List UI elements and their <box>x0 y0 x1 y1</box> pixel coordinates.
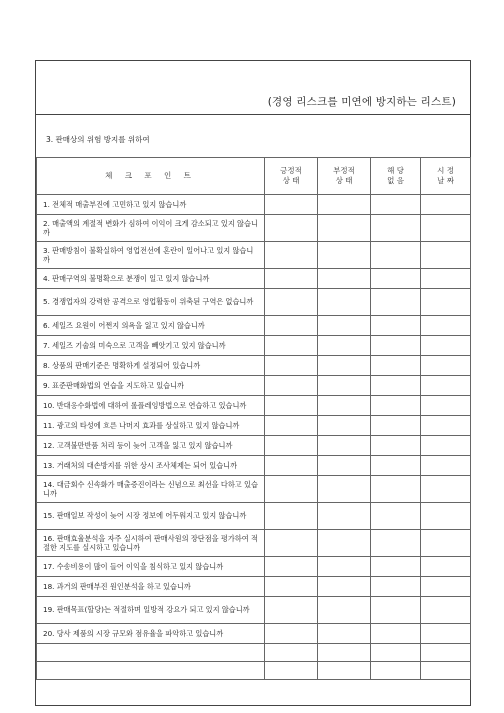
negative-cell[interactable] <box>318 597 371 624</box>
positive-cell[interactable] <box>265 242 318 269</box>
header-positive-line2: 상 태 <box>282 176 300 185</box>
table-header-row <box>37 158 471 195</box>
table-row <box>37 530 471 557</box>
blank-row <box>37 644 471 662</box>
table-row <box>37 577 471 597</box>
positive-cell[interactable] <box>265 597 318 624</box>
blank-cell[interactable] <box>37 644 265 662</box>
checkpoint-item: 4. 판매구역의 불명확으로 분쟁이 일고 있지 않습니까 <box>37 269 265 289</box>
checkpoint-item: 8. 상품의 판매기준은 명확하게 설정되어 있습니까 <box>37 356 265 376</box>
positive-cell[interactable] <box>265 289 318 316</box>
document-subtitle: (경영 리스크를 미연에 방지하는 리스트) <box>267 96 456 108</box>
negative-cell[interactable] <box>318 557 371 577</box>
not-applicable-cell[interactable] <box>371 195 421 215</box>
correction-date-cell[interactable] <box>421 336 471 356</box>
positive-cell[interactable] <box>265 356 318 376</box>
positive-cell[interactable] <box>265 436 318 456</box>
not-applicable-cell[interactable] <box>371 436 421 456</box>
positive-cell[interactable] <box>265 336 318 356</box>
checkpoint-item: 18. 과거의 판매부진 원인분석을 하고 있습니까 <box>37 577 265 597</box>
document-frame <box>35 60 471 706</box>
correction-date-cell[interactable] <box>421 396 471 416</box>
negative-cell[interactable] <box>318 416 371 436</box>
not-applicable-cell[interactable] <box>371 289 421 316</box>
not-applicable-cell[interactable] <box>371 456 421 476</box>
correction-date-cell[interactable] <box>421 289 471 316</box>
table-row <box>37 436 471 456</box>
positive-cell[interactable] <box>265 530 318 557</box>
negative-cell[interactable] <box>318 530 371 557</box>
table-row <box>37 476 471 503</box>
checkpoint-item: 5. 경쟁업자의 강력한 공격으로 영업활동이 위축된 구역은 없습니까 <box>37 289 265 316</box>
checkpoint-item: 15. 판매일보 작성이 늦어 시장 정보에 어두워지고 있지 않습니까 <box>37 503 265 530</box>
table-row <box>37 456 471 476</box>
header-na-line1: 해 당 <box>387 166 404 175</box>
correction-date-cell[interactable] <box>421 597 471 624</box>
blank-cell[interactable] <box>37 662 265 680</box>
checkpoint-item: 7. 세일즈 기술의 미숙으로 고객을 빼앗기고 있지 않습니까 <box>37 336 265 356</box>
correction-date-cell[interactable] <box>421 316 471 336</box>
header-na-line2: 없 음 <box>387 176 404 185</box>
header-positive-line1: 긍정적 <box>280 166 302 175</box>
positive-cell[interactable] <box>265 316 318 336</box>
blank-cell[interactable] <box>421 662 471 680</box>
table-row <box>37 242 471 269</box>
negative-cell[interactable] <box>318 356 371 376</box>
negative-cell[interactable] <box>318 269 371 289</box>
checkpoint-item: 11. 광고의 타성에 흐른 나머지 효과를 상실하고 있지 않습니까 <box>37 416 265 436</box>
negative-cell[interactable] <box>318 376 371 396</box>
not-applicable-cell[interactable] <box>371 476 421 503</box>
checkpoint-item: 10. 반대응수화법에 대하여 롤플레잉방법으로 연습하고 있습니까 <box>37 396 265 416</box>
table-row <box>37 376 471 396</box>
header-checkpoint: 체 크 포 인 트 <box>37 158 265 195</box>
not-applicable-cell[interactable] <box>371 242 421 269</box>
header-positive <box>265 158 318 195</box>
positive-cell[interactable] <box>265 577 318 597</box>
correction-date-cell[interactable] <box>421 215 471 242</box>
not-applicable-cell[interactable] <box>371 215 421 242</box>
table-row <box>37 416 471 436</box>
positive-cell[interactable] <box>265 624 318 644</box>
not-applicable-cell[interactable] <box>371 577 421 597</box>
blank-cell[interactable] <box>265 644 318 662</box>
positive-cell[interactable] <box>265 396 318 416</box>
checkpoint-item: 12. 고객불만반품 처리 등이 늦어 고객을 잃고 있지 않습니까 <box>37 436 265 456</box>
checkpoint-item: 1. 전체적 매출부진에 고민하고 있지 않습니까 <box>37 195 265 215</box>
positive-cell[interactable] <box>265 376 318 396</box>
table-row <box>37 195 471 215</box>
checklist-table <box>36 157 471 680</box>
not-applicable-cell[interactable] <box>371 597 421 624</box>
positive-cell[interactable] <box>265 476 318 503</box>
negative-cell[interactable] <box>318 503 371 530</box>
negative-cell[interactable] <box>318 476 371 503</box>
correction-date-cell[interactable] <box>421 624 471 644</box>
not-applicable-cell[interactable] <box>371 376 421 396</box>
table-row <box>37 356 471 376</box>
checkpoint-item: 2. 매출액의 계절적 변화가 심하여 이익이 크게 감소되고 있지 않습니까 <box>37 215 265 242</box>
positive-cell[interactable] <box>265 503 318 530</box>
checkpoint-item: 20. 당사 제품의 시장 규모와 점유율을 파악하고 있습니까 <box>37 624 265 644</box>
correction-date-cell[interactable] <box>421 356 471 376</box>
not-applicable-cell[interactable] <box>371 356 421 376</box>
blank-cell[interactable] <box>421 644 471 662</box>
negative-cell[interactable] <box>318 577 371 597</box>
table-row <box>37 396 471 416</box>
correction-date-cell[interactable] <box>421 557 471 577</box>
checkpoint-item: 13. 거래처의 대손방지를 위한 상시 조사체제는 되어 있습니까 <box>37 456 265 476</box>
not-applicable-cell[interactable] <box>371 396 421 416</box>
negative-cell[interactable] <box>318 456 371 476</box>
header-negative-line1: 부정적 <box>333 166 355 175</box>
negative-cell[interactable] <box>318 336 371 356</box>
checkpoint-item: 19. 판매목표(할당)는 적절하며 일방적 강요가 되고 있지 않습니까 <box>37 597 265 624</box>
table-row <box>37 624 471 644</box>
table-row <box>37 597 471 624</box>
checklist-body <box>37 195 471 680</box>
checkpoint-item: 3. 판매방침이 불확실하여 영업전선에 혼란이 일어나고 있지 않습니까 <box>37 242 265 269</box>
negative-cell[interactable] <box>318 242 371 269</box>
not-applicable-cell[interactable] <box>371 530 421 557</box>
correction-date-cell[interactable] <box>421 476 471 503</box>
positive-cell[interactable] <box>265 456 318 476</box>
correction-date-cell[interactable] <box>421 456 471 476</box>
table-row <box>37 316 471 336</box>
correction-date-cell[interactable] <box>421 416 471 436</box>
table-row <box>37 336 471 356</box>
checkpoint-item: 14. 대금회수 신속화가 매출증진이라는 신념으로 최선을 다하고 있습니까 <box>37 476 265 503</box>
checkpoint-item: 16. 판매효율분석을 자주 실시하여 판매사원의 장단점을 평가하여 적절한 지도를 실시하고 있습니까 <box>37 530 265 557</box>
table-row <box>37 557 471 577</box>
positive-cell[interactable] <box>265 416 318 436</box>
blank-cell[interactable] <box>371 662 421 680</box>
header-date-line2: 날 짜 <box>437 176 454 185</box>
positive-cell[interactable] <box>265 195 318 215</box>
negative-cell[interactable] <box>318 289 371 316</box>
positive-cell[interactable] <box>265 215 318 242</box>
not-applicable-cell[interactable] <box>371 269 421 289</box>
correction-date-cell[interactable] <box>421 195 471 215</box>
blank-row <box>37 662 471 680</box>
negative-cell[interactable] <box>318 436 371 456</box>
not-applicable-cell[interactable] <box>371 557 421 577</box>
correction-date-cell[interactable] <box>421 577 471 597</box>
header-correction-date <box>421 158 471 195</box>
not-applicable-cell[interactable] <box>371 416 421 436</box>
negative-cell[interactable] <box>318 316 371 336</box>
not-applicable-cell[interactable] <box>371 336 421 356</box>
section-title: 3. 판매상의 위험 방지를 위하여 <box>46 135 150 144</box>
correction-date-cell[interactable] <box>421 376 471 396</box>
not-applicable-cell[interactable] <box>371 624 421 644</box>
negative-cell[interactable] <box>318 215 371 242</box>
negative-cell[interactable] <box>318 624 371 644</box>
header-not-applicable <box>371 158 421 195</box>
checkpoint-item: 17. 수송비용이 많이 들어 이익을 침식하고 있지 않습니까 <box>37 557 265 577</box>
header-date-line1: 시 정 <box>437 166 454 175</box>
divider-line <box>36 114 470 115</box>
table-row <box>37 289 471 316</box>
correction-date-cell[interactable] <box>421 436 471 456</box>
negative-cell[interactable] <box>318 195 371 215</box>
blank-cell[interactable] <box>265 662 318 680</box>
correction-date-cell[interactable] <box>421 269 471 289</box>
checkpoint-item: 6. 세일즈 요원이 어쩐지 의욕을 잃고 있지 않습니까 <box>37 316 265 336</box>
correction-date-cell[interactable] <box>421 530 471 557</box>
negative-cell[interactable] <box>318 396 371 416</box>
blank-cell[interactable] <box>318 644 371 662</box>
not-applicable-cell[interactable] <box>371 503 421 530</box>
table-row <box>37 503 471 530</box>
table-row <box>37 269 471 289</box>
checkpoint-item: 9. 표준판매화법의 연습을 지도하고 있습니까 <box>37 376 265 396</box>
header-negative <box>318 158 371 195</box>
blank-cell[interactable] <box>318 662 371 680</box>
not-applicable-cell[interactable] <box>371 316 421 336</box>
positive-cell[interactable] <box>265 269 318 289</box>
correction-date-cell[interactable] <box>421 242 471 269</box>
table-row <box>37 215 471 242</box>
positive-cell[interactable] <box>265 557 318 577</box>
header-negative-line2: 상 태 <box>335 176 353 185</box>
correction-date-cell[interactable] <box>421 503 471 530</box>
blank-cell[interactable] <box>371 644 421 662</box>
